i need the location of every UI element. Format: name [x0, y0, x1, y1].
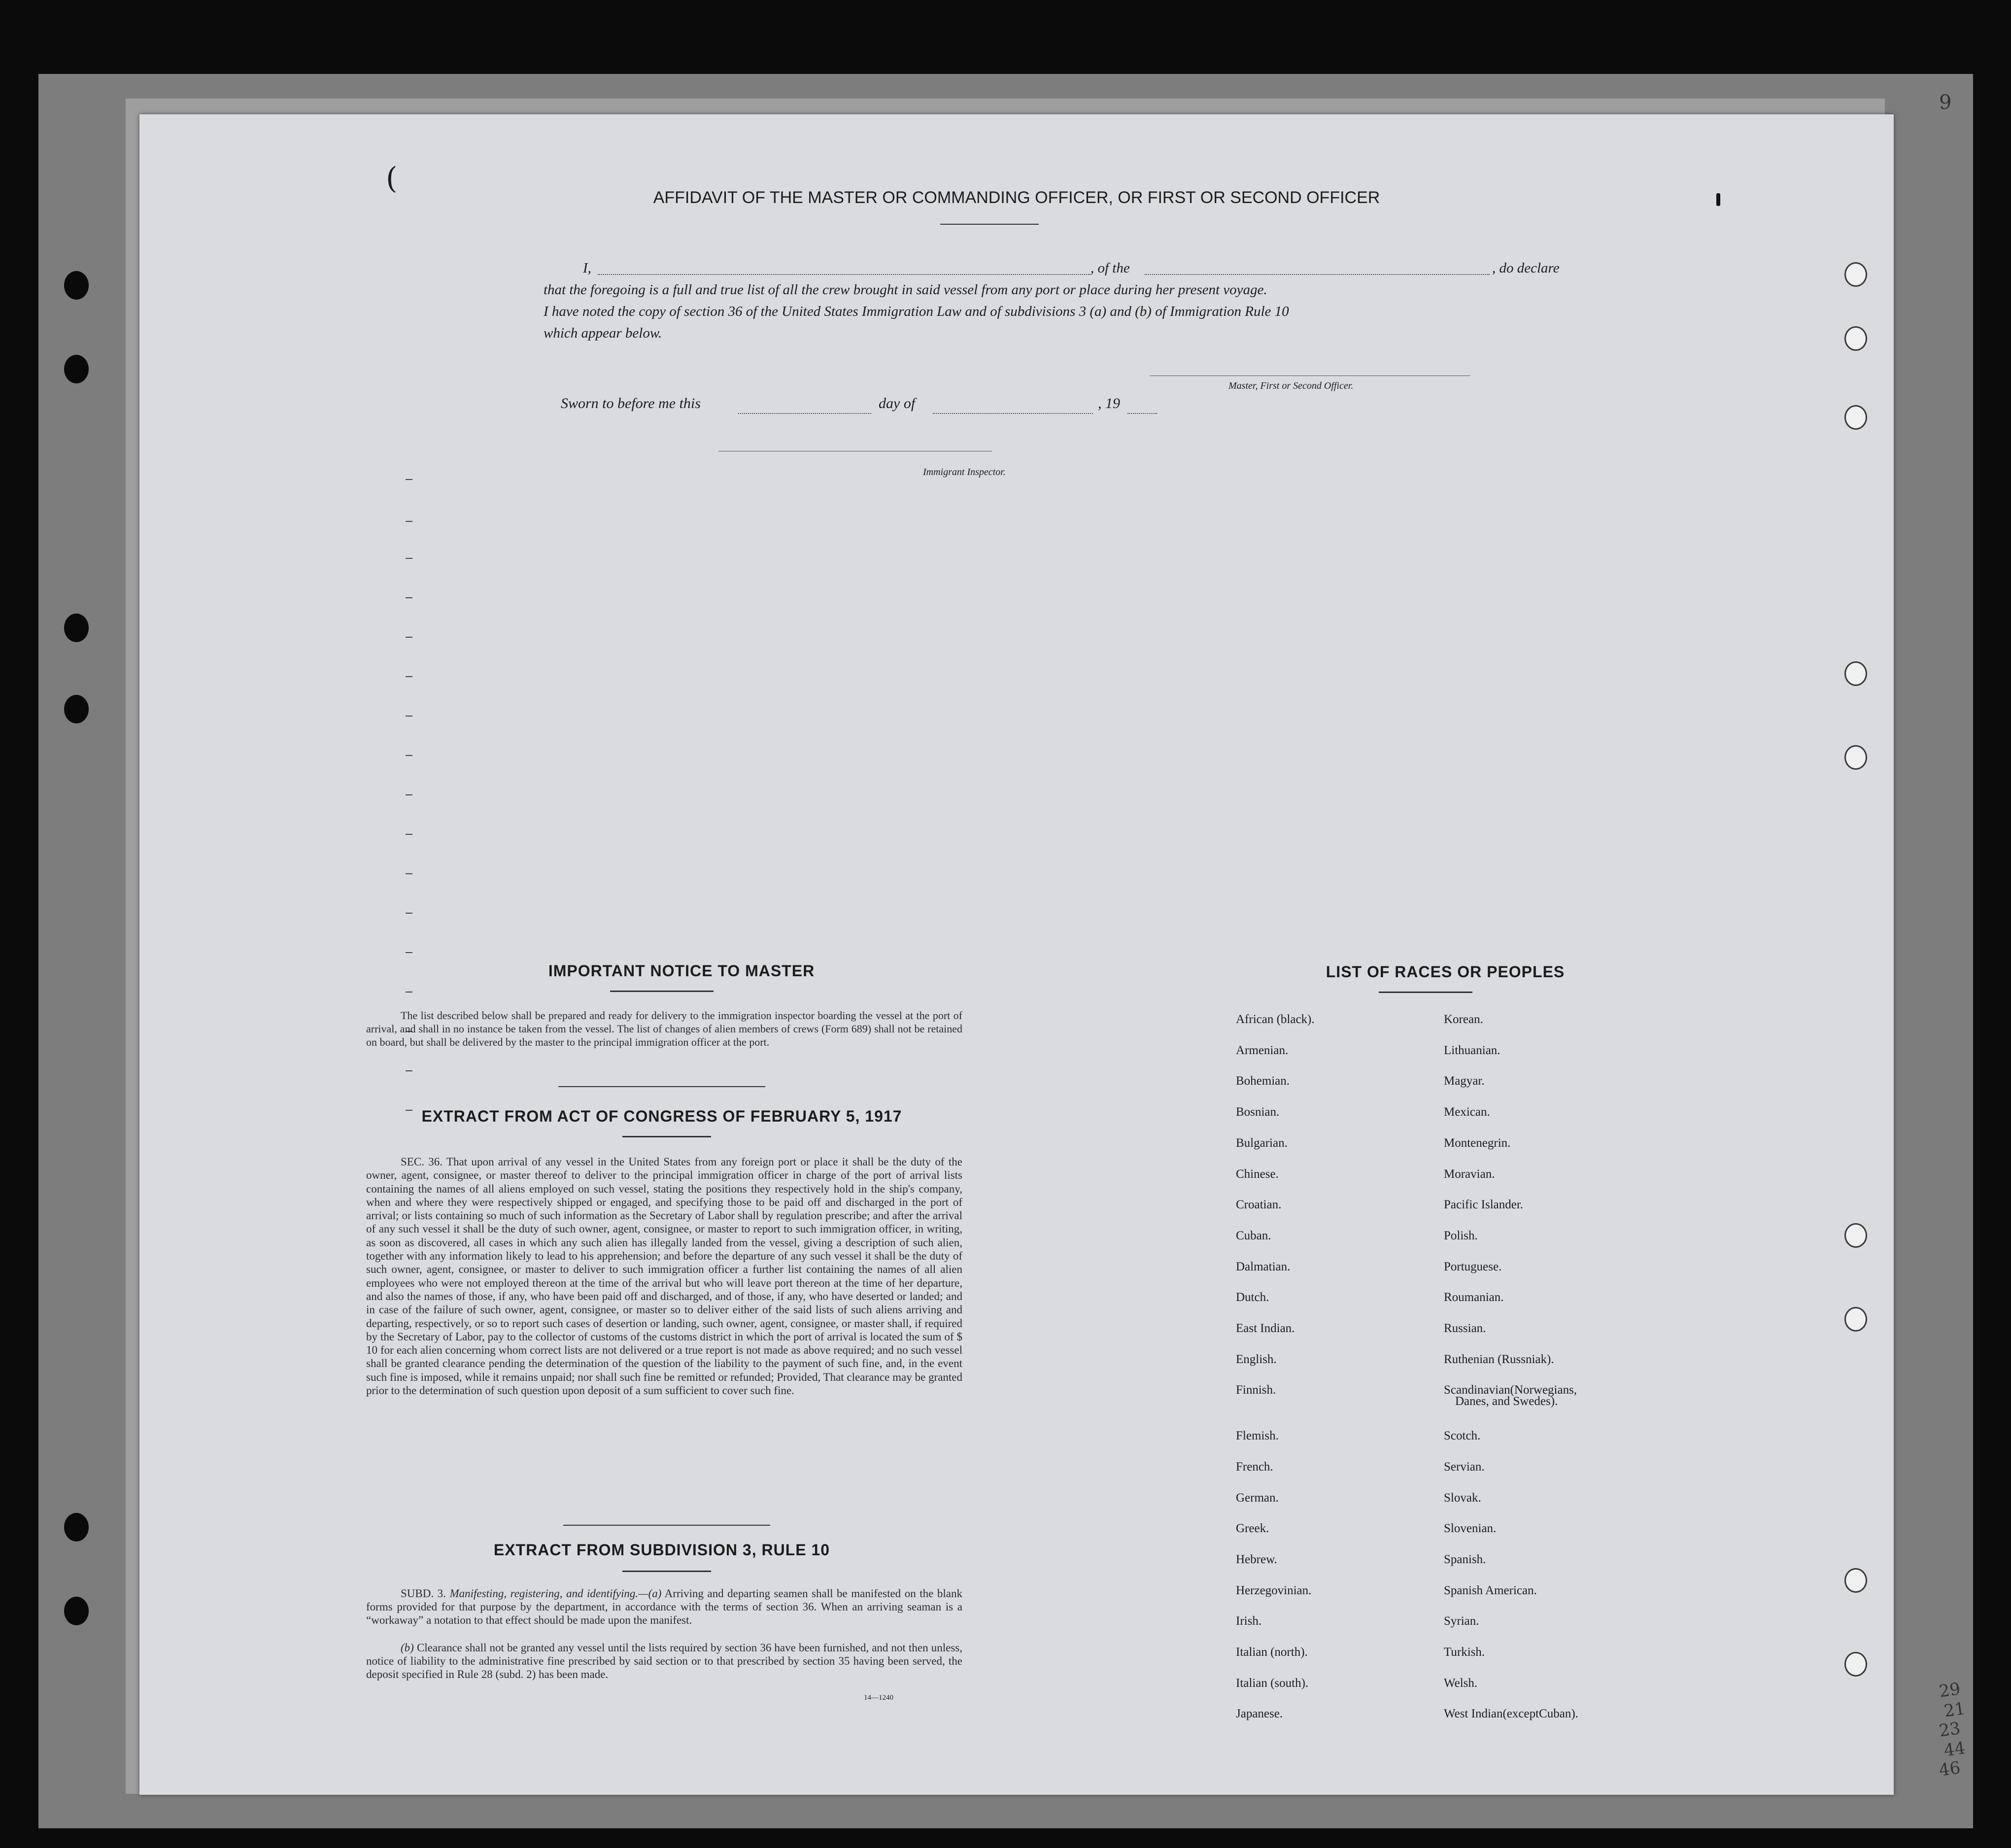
races-rule	[1379, 992, 1472, 993]
race-item: Armenian.	[1236, 1043, 1289, 1057]
sworn-year-blank[interactable]	[1127, 413, 1157, 414]
race-item: Croatian.	[1236, 1198, 1282, 1212]
margin-dash	[406, 716, 412, 717]
race-item: Polish.	[1444, 1229, 1478, 1242]
race-item: Moravian.	[1444, 1167, 1495, 1181]
race-item: Chinese.	[1236, 1167, 1279, 1181]
notice-divider	[558, 1086, 765, 1087]
race-item: West Indian(exceptCuban).	[1444, 1707, 1578, 1721]
inspector-caption: Immigrant Inspector.	[923, 467, 1006, 478]
crew-list-form-page	[139, 114, 1894, 1795]
race-item: Roumanian.	[1444, 1291, 1504, 1304]
race-item: Lithuanian.	[1444, 1043, 1500, 1057]
margin-dash	[406, 913, 412, 914]
rule-para-a-lead: SUBD. 3.	[401, 1587, 450, 1600]
affidavit-title: AFFIDAVIT OF THE MASTER OR COMMANDING OFFICER, OR FIRST OR SECOND OFFICER	[653, 188, 1380, 207]
day-of-label: day of	[879, 395, 916, 411]
race-item: Bohemian.	[1236, 1074, 1290, 1088]
race-item: Italian (north).	[1236, 1645, 1308, 1659]
margin-dash	[406, 794, 412, 795]
punch-hole	[1844, 326, 1867, 351]
margin-dash	[406, 597, 412, 598]
form-number: 14—1240	[864, 1694, 893, 1702]
binder-hole	[64, 355, 89, 383]
race-item: German.	[1236, 1491, 1279, 1505]
rule-para-b	[366, 1641, 962, 1681]
race-item: Bulgarian.	[1236, 1136, 1288, 1150]
race-item: Turkish.	[1444, 1645, 1485, 1659]
margin-dash	[406, 873, 412, 874]
race-item: Magyar.	[1444, 1074, 1485, 1088]
punch-hole	[1844, 1652, 1867, 1677]
handwritten-note: 46	[1938, 1758, 1962, 1780]
punch-hole	[1844, 661, 1867, 686]
vessel-name-blank[interactable]	[1145, 274, 1490, 275]
race-item: Bosnian.	[1236, 1105, 1280, 1119]
race-item: Slovak.	[1444, 1491, 1481, 1505]
rule-para-b-text: Clearance shall not be granted any vessel until the lists required by section 36 have been furnished, and not then unless, notice of liability to the administrative fine prescribed by said section or to that prescribed by section 35 having been served, the deposit specified in Rule 28 (subd. 2) has been made.	[366, 1642, 962, 1680]
race-item: Finnish.	[1236, 1383, 1276, 1397]
margin-dash	[406, 1110, 412, 1111]
rule-para-a-heading: Manifesting, registering, and identifying.—(a)	[449, 1587, 662, 1600]
rule-para-a-text: Arriving and departing seamen shall be manifested on the blank forms provided for that purpose by the department, in accordance with the terms of section 36. When an arriving seaman is a “workaway” a notation to that effect should be made upon the manifest.	[366, 1587, 962, 1626]
race-item: Irish.	[1236, 1614, 1262, 1628]
race-item: Russian.	[1444, 1322, 1486, 1335]
punch-hole	[1844, 405, 1867, 430]
paper-mark: (	[386, 161, 398, 196]
punch-hole	[1844, 1223, 1867, 1248]
notice-rule	[610, 991, 714, 992]
race-item: Pacific Islander.	[1444, 1198, 1524, 1212]
races-title: LIST OF RACES OR PEOPLES	[1326, 963, 1565, 981]
declaration-line-4: which appear below.	[544, 325, 662, 341]
race-item: Scotch.	[1444, 1429, 1481, 1443]
race-item: Hebrew.	[1236, 1552, 1277, 1566]
race-item: Dalmatian.	[1236, 1260, 1291, 1273]
race-continuation: Danes, and Swedes).	[1455, 1395, 1558, 1408]
title-rule	[940, 224, 1039, 225]
declare-label: , do declare	[1492, 260, 1560, 276]
margin-dash	[406, 1070, 412, 1071]
race-item: Herzegovinian.	[1236, 1583, 1312, 1597]
sworn-line	[561, 395, 1349, 417]
sworn-month-blank[interactable]	[933, 413, 1093, 414]
binder-hole	[64, 271, 89, 300]
act-divider	[563, 1525, 770, 1526]
race-item: Portuguese.	[1444, 1260, 1502, 1273]
declaration-line-3: I have noted the copy of section 36 of the United States Immigration Law and of subdivisions 3 (a) and (b) of Immigration Rule 10	[544, 304, 1289, 319]
sworn-label: Sworn to before me this	[561, 395, 701, 411]
handwritten-note-top: 9	[1939, 91, 1952, 114]
margin-dash	[406, 755, 412, 756]
rule-title: EXTRACT FROM SUBDIVISION 3, RULE 10	[493, 1541, 830, 1559]
vessel-label: , of the	[1091, 260, 1130, 276]
race-item: Ruthenian (Russniak).	[1444, 1352, 1554, 1366]
race-item: Greek.	[1236, 1522, 1269, 1536]
race-item: Welsh.	[1444, 1676, 1478, 1690]
race-item: Dutch.	[1236, 1291, 1269, 1304]
binder-hole	[64, 695, 89, 723]
race-item: English.	[1236, 1352, 1277, 1366]
race-item: Flemish.	[1236, 1429, 1279, 1443]
margin-dash	[406, 558, 412, 559]
margin-dash	[406, 952, 412, 953]
rule-para-a	[366, 1587, 962, 1627]
margin-dash	[406, 676, 412, 677]
declarant-label: I,	[583, 260, 591, 276]
race-item: Korean.	[1444, 1013, 1483, 1026]
year-label: , 19	[1098, 395, 1120, 411]
race-item: Slovenian.	[1444, 1522, 1497, 1536]
race-item: French.	[1236, 1460, 1273, 1473]
race-item: Cuban.	[1236, 1229, 1271, 1242]
margin-dash	[406, 834, 412, 835]
punch-hole	[1844, 745, 1867, 770]
punch-hole	[1844, 1307, 1867, 1332]
handwritten-note: 29	[1938, 1679, 1962, 1702]
margin-dash	[406, 637, 412, 638]
race-item: Italian (south).	[1236, 1676, 1309, 1690]
punch-hole	[1844, 1568, 1867, 1593]
margin-dash	[406, 521, 412, 522]
ink-mark	[1716, 193, 1720, 206]
punch-hole	[1844, 262, 1867, 287]
rule-para-b-label: (b)	[401, 1642, 414, 1654]
race-item: African (black).	[1236, 1013, 1315, 1026]
handwritten-note: 44	[1943, 1738, 1967, 1761]
act-rule	[622, 1136, 711, 1137]
handwritten-note: 23	[1938, 1718, 1962, 1741]
race-item: Servian.	[1444, 1460, 1485, 1473]
sworn-day-blank[interactable]	[738, 413, 871, 414]
margin-dash	[406, 479, 412, 480]
race-item: Spanish American.	[1444, 1583, 1537, 1597]
declarant-name-blank[interactable]	[598, 274, 1091, 275]
race-item: Japanese.	[1236, 1707, 1283, 1721]
race-item: Spanish.	[1444, 1552, 1486, 1566]
race-item: Mexican.	[1444, 1105, 1490, 1119]
notice-title: IMPORTANT NOTICE TO MASTER	[548, 962, 815, 980]
race-item: Montenegrin.	[1444, 1136, 1511, 1150]
affidavit-declaration	[544, 257, 1613, 344]
race-item: East Indian.	[1236, 1322, 1295, 1335]
act-text: SEC. 36. That upon arrival of any vessel in the United States from any foreign port or place it shall be the duty of the owner, agent, consignee, or master thereof to deliver to the principal immigration officer in charge of the port of arrival lists containing the names of all aliens employed on such vessel, stating the positions they respectively hold in the ship's company, when and where they were respectively shipped or engaged, and specifying those to be paid off and discharged in the port of arrival; or lists containing so much of such information as the Secretary of Labor shall by regulation prescribe; and after the arrival of any such vessel it shall be the duty of such owner, agent, consignee, or master to report to such immigration officer, in writing, as soon as discovered, all cases in which any such alien has illegally landed from the vessel, giving a description of such alien, together with any information likely to lead to his apprehension; and before the departure of any such vessel it shall be the duty of such owner, agent, consignee, or master to deliver to such immigration officer a further list containing the names of all alien employees who were not employed thereon at the time of the arrival but who will leave port thereon at the time of her departure, and also the names of those, if any, who have been paid off and discharged, and of those, if any, who have deserted or landed; and in case of the failure of such owner, agent, consignee, or master so to deliver either of the said lists of such aliens arriving and departing, respectively, or so to report such cases of desertion or landing, such owner, agent, consignee, or master shall, if required by the Secretary of Labor, pay to the collector of customs of the customs district in which the port of arrival is located the sum of $ 10 for each alien concerning whom correct lists are not delivered or a true report is not made as above required; and no such vessel shall be granted clearance pending the determination of the question of the liability to the payment of such fine, and, in the event such fine is imposed, while it remains unpaid; nor shall such fine be remitted or refunded; Provided, That clearance may be granted prior to the determination of such question upon deposit of a sum sufficient to cover such fine.	[366, 1156, 962, 1397]
binder-hole	[64, 614, 89, 642]
rule-rule	[622, 1571, 711, 1572]
master-caption: Master, First or Second Officer.	[1228, 380, 1354, 391]
race-item: Syrian.	[1444, 1614, 1479, 1628]
race-item: Scandinavian(Norwegians,	[1444, 1383, 1577, 1397]
handwritten-note: 21	[1943, 1699, 1967, 1721]
notice-text: The list described below shall be prepared and ready for delivery to the immigration inspector boarding the vessel at the port of arrival, and shall in no instance be taken from the vessel. The list of changes of alien members of crews (Form 689) shall not be retained on board, but shall be delivered by the master to the principal immigration officer at the port.	[366, 1009, 962, 1048]
binder-hole	[64, 1513, 89, 1541]
binder-hole	[64, 1597, 89, 1625]
act-title: EXTRACT FROM ACT OF CONGRESS OF FEBRUARY 5, 1917	[421, 1107, 902, 1125]
declaration-line-2: that the foregoing is a full and true list of all the crew brought in said vessel from any port or place during her present voyage.	[544, 282, 1267, 298]
